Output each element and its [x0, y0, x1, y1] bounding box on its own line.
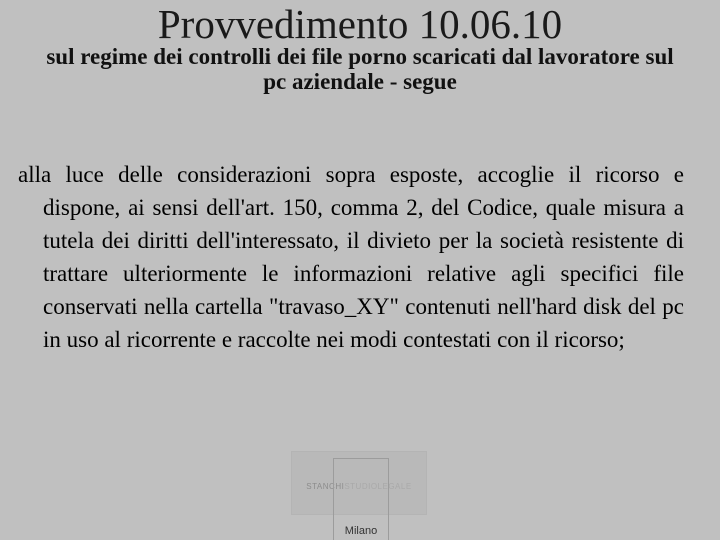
slide-subtitle: sul regime dei controlli dei file porno scaricati dal lavoratore sul pc aziendale - segue: [46, 44, 674, 94]
logo-suffix: STUDIOLEGALE: [344, 482, 412, 491]
slide-title: Provvedimento 10.06.10: [157, 1, 563, 47]
logo-name: STANCHI: [306, 482, 345, 491]
slide-body-text: alla luce delle considerazioni sopra esposte, accoglie il ricorso e dispone, ai sensi dell'art. 150, comma 2, del Codice, quale misura a tutela dei diritti dell'interessato, il divieto per la società resistente di trattare ulteriormente le informazioni relative agli specifici file conservati nella cartella "travaso_XY" contenuti nell'hard disk del pc in uso al ricorrente e raccolte nei modi contestati con il ricorso;: [18, 162, 684, 352]
logo-city: Milano: [344, 525, 378, 537]
